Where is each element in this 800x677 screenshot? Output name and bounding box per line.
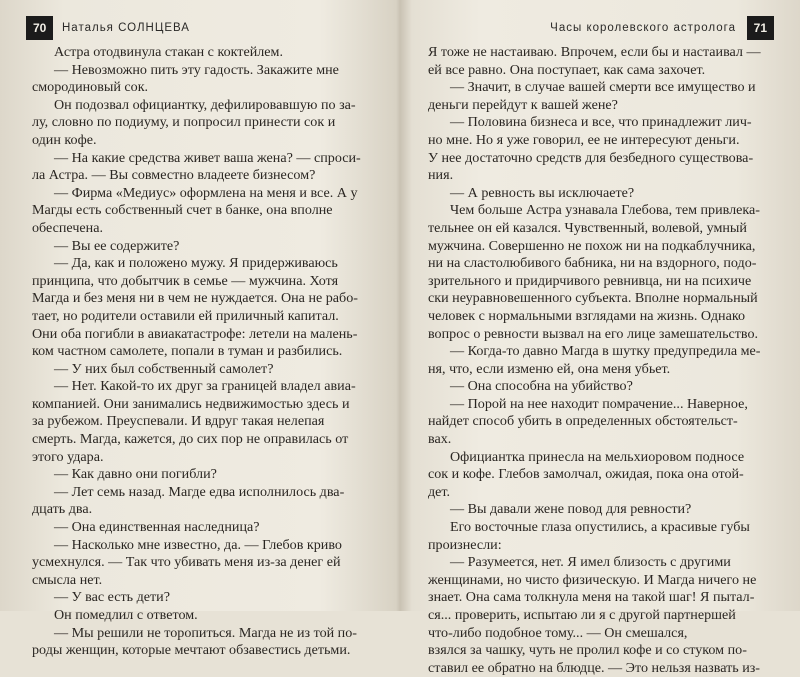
text-line: — Мы решили не торопиться. Магда не из той по- (54, 624, 357, 641)
left-running-head: Наталья СОЛНЦЕВА (62, 22, 190, 34)
text-line: ей все равно. Она поступает, как сама захочет. (428, 61, 706, 78)
text-line: — Вы давали жене повод для ревности? (450, 501, 692, 518)
text-line: — На какие средства живет ваша жена? — спроси- (54, 149, 361, 166)
text-line: — Вы ее содержите? (54, 237, 180, 254)
right-page (400, 0, 800, 676)
left-page-number: 70 (26, 16, 53, 40)
text-line: но мне. Но я уже говорил, ее не интересуют деньги. (428, 131, 740, 148)
text-line: Его восточные глаза опустились, а красивые губы (450, 519, 750, 536)
text-line: — Когда-то давно Магда в шутку предупредила ме- (450, 343, 761, 360)
text-line: — Порой на нее находит помрачение... Наверное, (450, 395, 748, 412)
text-line: вопрос о ревности вызвал на его лице замешательство. (428, 325, 759, 342)
text-line: ся... проверить, испытаю ли я с другой партнершей (428, 607, 736, 623)
text-line: ком частном самолете, попали в туман и разбились. (32, 343, 343, 360)
text-line: один кофе. (32, 131, 97, 148)
text-line: — Она единственная наследница? (54, 519, 260, 536)
text-line: — У вас есть дети? (54, 589, 170, 606)
text-line: Они оба погибли в авиакатастрофе: летели на малень- (32, 325, 358, 342)
text-line: смысла нет. (32, 571, 103, 588)
text-line: — А ревность вы исключаете? (450, 184, 635, 201)
text-line: — Невозможно пить эту гадость. Закажите мне (54, 61, 339, 78)
text-line: произнесли: (428, 536, 502, 553)
text-line: — Значит, в случае вашей смерти все имущество и (450, 79, 756, 96)
text-line: — Насколько мне известно, да. — Глебов криво (54, 536, 342, 553)
text-line: тает, но родители оставили ей приличный капитал. (32, 307, 339, 324)
text-line: — Нет. Какой-то их друг за границей владел авиа- (54, 378, 356, 395)
text-line: этого удара. (32, 448, 104, 465)
text-line: Магда и без меня ни в чем не нуждается. Она не рабо- (32, 290, 358, 307)
left-page-text (32, 44, 372, 660)
left-page-header (26, 16, 390, 42)
text-line: смерть. Магда, кажется, до сих пор не оправилась от (32, 431, 349, 448)
text-line: вах. (428, 431, 452, 448)
text-line: Официантка принесла на мельхиоровом подносе (450, 448, 745, 465)
text-line: — Разумеется, нет. Я имел близость с другими (450, 554, 731, 571)
text-line: тельнее он ей казался. Чувственный, волевой, умный (428, 219, 747, 236)
text-line: найдет способ убить в определенных обстоятельст- (428, 413, 738, 430)
text-line: Астра отодвинула стакан с коктейлем. (54, 44, 283, 60)
text-line: компанией. Они занимались недвижимостью здесь и (32, 395, 350, 412)
text-line: Он подозвал официантку, дефилировавшую по за- (54, 96, 356, 113)
text-line: смородиновый сок. (32, 79, 149, 96)
text-line: — Да, как и положено мужу. Я придерживаюсь (54, 255, 338, 272)
text-line: деньги перейдут к вашей жене? (428, 96, 618, 113)
text-line: — Как давно они погибли? (54, 466, 217, 483)
text-line: — Она способна на убийство? (450, 378, 633, 395)
text-line: — Фирма «Медиус» оформлена на меня и все. А у (54, 184, 358, 201)
right-page-number: 71 (747, 16, 774, 40)
right-page-header (410, 16, 774, 42)
text-line: обеспечена. (32, 219, 104, 236)
text-line: что-либо подобное тому... — Он смешался, (428, 624, 688, 641)
text-line: мужчина. Совершенно не похож ни на подкаблучника, (428, 237, 756, 254)
text-line: знает. Она сама толкнула меня на такой шаг! Я пытал- (428, 589, 755, 606)
text-line: ски неуравновешенного субъекта. Вполне нормальный (428, 290, 758, 307)
text-line: взялся за чашку, чуть не пролил кофе и со стуком по- (428, 642, 747, 659)
text-line: за рубежом. Преуспевали. И вдруг такая нелепая (32, 413, 325, 430)
text-line: человек с нормальными взглядами на жизнь. Однако (428, 307, 746, 324)
text-line: роды женщин, которые мечтают обзавестись детьми. (32, 642, 351, 659)
text-line: — Половина бизнеса и все, что принадлежит лич- (450, 114, 752, 131)
text-line: ния. (428, 167, 454, 184)
text-line: принципа, что добытчик в семье — мужчина. Хотя (32, 272, 339, 289)
text-line: — Лет семь назад. Магде едва исполнилось два- (54, 483, 345, 500)
text-line: сок и кофе. Глебов замолчал, ожидая, пока она отой- (428, 466, 744, 483)
text-line: Он помедлил с ответом. (54, 607, 198, 623)
text-line: ла Астра. — Вы совместно владеете бизнесом? (32, 167, 316, 184)
text-line: У нее достаточно средств для безбедного существова- (428, 149, 754, 166)
text-line: женщинами, но чисто физическую. И Магда ничего не (428, 571, 757, 588)
text-line: усмехнулся. — Так что убивать меня из-за денег ей (32, 554, 341, 571)
left-page (0, 0, 400, 659)
text-line: ня, что, если изменю ей, она меня убьет. (428, 360, 671, 377)
text-line: ставил ее обратно на блюдце. — Это нельзя назвать из- (428, 659, 760, 676)
text-line: ни на сластолюбивого бабника, ни на вздорного, подо- (428, 255, 757, 272)
text-line: лу, словно по подиуму, и попросил принести сок и (32, 114, 336, 131)
text-line: дцать два. (32, 501, 93, 518)
text-line: Я тоже не настаиваю. Впрочем, если бы и настаивал — (428, 44, 761, 60)
text-line: дет. (428, 483, 451, 500)
text-line: Чем больше Астра узнавала Глебова, тем привлека- (450, 202, 760, 219)
text-line: Магды есть собственный счет в банке, она вполне (32, 202, 333, 219)
text-line: зрительного и придирчивого ревнивца, ни на психиче (428, 272, 752, 289)
right-running-head: Часы королевского астролога (550, 22, 736, 34)
right-page-text (428, 44, 768, 677)
text-line: — У них был собственный самолет? (54, 360, 274, 377)
